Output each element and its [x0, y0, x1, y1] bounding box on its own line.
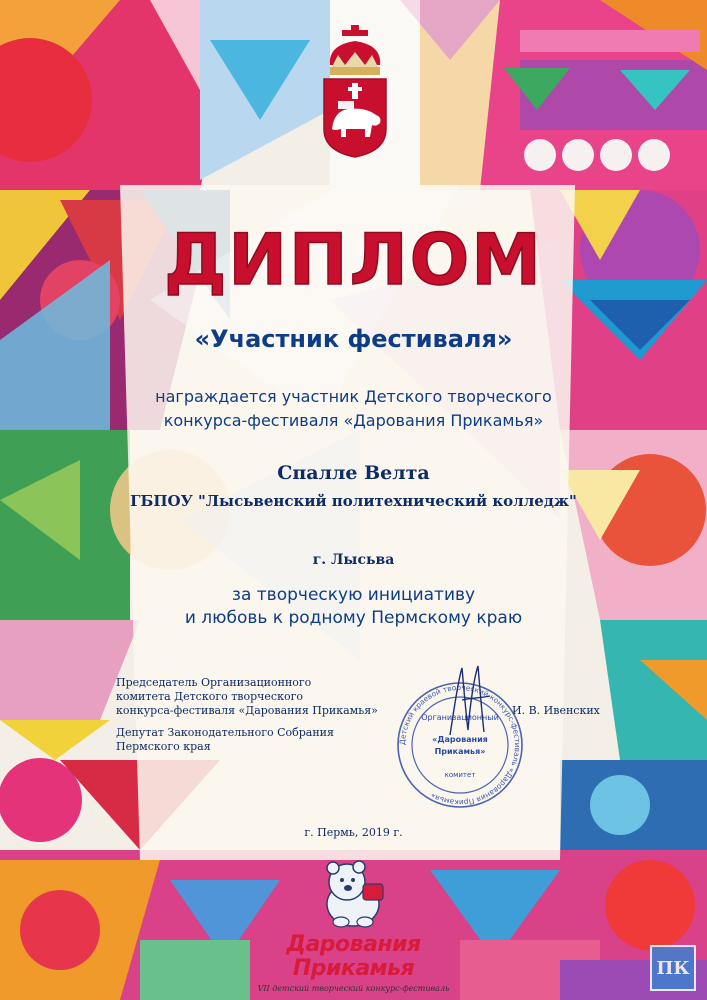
recipient-organization: ГБПОУ "Лысьвенский политехнический колледж": [130, 492, 577, 510]
handwritten-signature: [440, 660, 500, 740]
logo-caption: VII детский творческий конкурс-фестиваль: [257, 984, 450, 993]
mascot-bear-icon: [315, 858, 395, 930]
signer-name: И. В. Ивенских: [512, 704, 600, 717]
reason-line-1: за творческую инициативу: [231, 585, 476, 605]
stamp-inner-line-2: Прикамья»: [434, 747, 486, 756]
diploma-title: [0, 224, 707, 304]
logo-line-1: Дарования: [286, 932, 421, 957]
stamp-inner-bottom: комитет: [444, 771, 476, 779]
signer-position-line-4: Депутат Законодательного Собрания: [116, 726, 334, 739]
awarded-line-1: награждается участник Детского творческого: [155, 387, 552, 406]
reason-line-2: и любовь к родному Пермскому краю: [184, 608, 523, 628]
diploma-title-text: ДИПЛОМ: [164, 224, 543, 301]
signer-position-line-2: комитета Детского творческого: [116, 690, 303, 703]
stamp-inner-top: Организационный: [421, 713, 499, 722]
signer-position-line-1: Председатель Организационного: [116, 676, 312, 689]
recipient-name: Спалле Велта: [277, 462, 430, 484]
coat-of-arms-icon: [318, 25, 392, 159]
watermark-badge: [650, 945, 696, 991]
watermark-text: ПК: [656, 957, 690, 979]
signer-position-line-5: Пермского края: [116, 740, 211, 753]
place-and-date: г. Пермь, 2019 г.: [304, 826, 403, 839]
recipient-city: г. Лысьва: [312, 552, 395, 568]
awarded-line-2: конкурса-фестиваля «Дарования Прикамья»: [163, 411, 544, 430]
stamp-outer-text: Детский краевой творческий конкурс-фестиваль «Дарования Прикамья»: [397, 682, 523, 808]
award-category: «Участник фестиваля»: [194, 325, 513, 353]
logo-line-2: Прикамья: [292, 956, 415, 981]
stamp-inner-line-1: «Дарования: [432, 735, 488, 744]
signer-position-line-3: конкурса-фестиваля «Дарования Прикамья»: [116, 704, 378, 717]
